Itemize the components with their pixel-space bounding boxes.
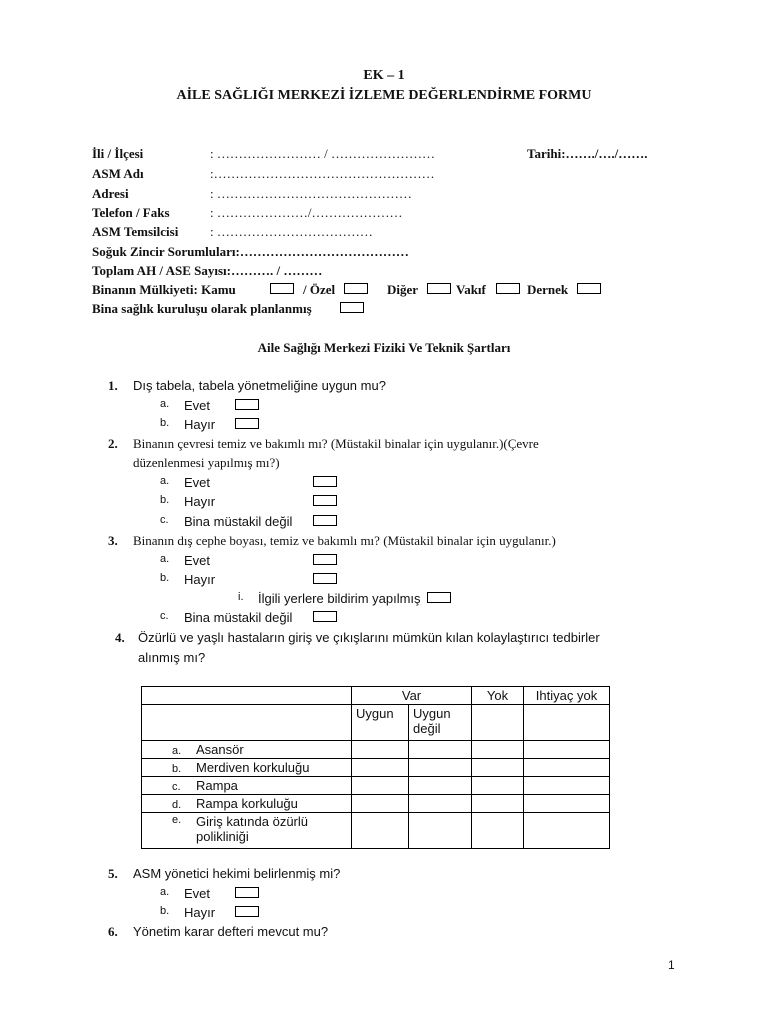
diger-checkbox[interactable] (427, 283, 451, 294)
q6-text: Yönetim karar defteri mevcut mu? (133, 924, 329, 939)
q1-b-mark: b. (160, 417, 170, 429)
row-mark: d. (172, 799, 182, 811)
q3-b-label: Hayır (184, 572, 216, 587)
q2-b-label: Hayır (184, 494, 216, 509)
table-row (142, 741, 610, 759)
q5-evet-checkbox[interactable] (235, 887, 259, 898)
q3-evet-checkbox[interactable] (313, 554, 337, 565)
il-value[interactable]: : …………………… / …………………… (210, 146, 435, 161)
q5-b-mark: b. (160, 905, 170, 917)
bina-planlanmis-label: Bina sağlık kuruluşu olarak planlanmış (92, 301, 312, 316)
q3-i-mark: i. (238, 591, 244, 603)
form-title: AİLE SAĞLIĞI MERKEZİ İZLEME DEĞERLENDİRME FORMU (176, 88, 592, 103)
q4-text-line2: alınmış mı? (138, 650, 206, 665)
cell-uygun-degil[interactable] (409, 795, 472, 813)
q2-a-mark: a. (160, 475, 170, 487)
tarih-field[interactable]: Tarihi:……./…./……. (527, 146, 648, 161)
toplam-ah-ase-field[interactable]: Toplam AH / ASE Sayısı:………. / ……… (92, 263, 323, 278)
temsilci-label: ASM Temsilcisi (92, 224, 179, 239)
q3-bildirim-checkbox[interactable] (427, 592, 451, 603)
q1-hayir-checkbox[interactable] (235, 418, 259, 429)
cell-uygun[interactable] (352, 813, 409, 849)
mulkiyet-label: Binanın Mülkiyeti: Kamu (92, 282, 236, 297)
diger-label: Diğer (387, 282, 419, 297)
cell-uygun-degil[interactable] (409, 777, 472, 795)
cell-ihtiyac-yok[interactable] (524, 795, 610, 813)
cell-uygun[interactable] (352, 777, 409, 795)
q3-c-label: Bina müstakil değil (184, 610, 293, 625)
q4-text: Özürlü ve yaşlı hastaların giriş ve çıkışlarını mümkün kılan kolaylaştırıcı tedbirler (138, 630, 600, 645)
q2-text: Binanın çevresi temiz ve bakımlı mı? (Müstakil binalar için uygulanır.)(Çevre (133, 436, 539, 451)
col-uygun-degil-line1: Uygun (413, 706, 451, 721)
form-annex-label: EK – 1 (363, 68, 405, 83)
cell-uygun-degil[interactable] (409, 813, 472, 849)
asm-adi-value[interactable]: :…………………………………………… (210, 166, 435, 181)
section-title: Aile Sağlığı Merkezi Fiziki Ve Teknik Şartları (257, 340, 511, 355)
q6-number: 6. (108, 924, 118, 939)
q3-hayir-checkbox[interactable] (313, 573, 337, 584)
cell-uygun[interactable] (352, 795, 409, 813)
table-subheader-empty (524, 705, 610, 741)
cell-yok[interactable] (472, 759, 524, 777)
q2-hayir-checkbox[interactable] (313, 495, 337, 506)
adres-label: Adresi (92, 186, 129, 201)
cell-ihtiyac-yok[interactable] (524, 777, 610, 795)
cell-uygun[interactable] (352, 759, 409, 777)
vakif-checkbox[interactable] (496, 283, 520, 294)
row-label (142, 777, 352, 795)
q2-mustakil-degil-checkbox[interactable] (313, 515, 337, 526)
table-subheader-empty (142, 705, 352, 741)
q2-b-mark: b. (160, 494, 170, 506)
q2-evet-checkbox[interactable] (313, 476, 337, 487)
q5-text: ASM yönetici hekimi belirlenmiş mi? (133, 866, 341, 881)
col-uygun-degil (409, 705, 472, 741)
accessibility-table (141, 686, 610, 849)
cell-uygun[interactable] (352, 741, 409, 759)
row-text: Merdiven korkuluğu (196, 760, 310, 775)
q2-number: 2. (108, 436, 118, 451)
telefon-value[interactable]: : …………………/………………… (210, 205, 403, 220)
q1-a-label: Evet (184, 398, 211, 413)
row-label (142, 795, 352, 813)
q1-number: 1. (108, 378, 118, 393)
q3-i-label: İlgili yerlere bildirim yapılmış (258, 591, 421, 606)
q5-hayir-checkbox[interactable] (235, 906, 259, 917)
table-row (142, 813, 610, 849)
adres-value[interactable]: : ……………………………………… (210, 186, 412, 201)
q2-c-mark: c. (160, 514, 169, 526)
q3-c-mark: c. (160, 610, 169, 622)
q1-a-mark: a. (160, 398, 170, 410)
row-label (142, 741, 352, 759)
row-mark: e. (172, 814, 182, 826)
row-label (142, 813, 352, 849)
cell-ihtiyac-yok[interactable] (524, 813, 610, 849)
row-mark: a. (172, 745, 182, 757)
q5-b-label: Hayır (184, 905, 216, 920)
q2-text-line2: düzenlenmesi yapılmış mı?) (133, 455, 280, 470)
cell-ihtiyac-yok[interactable] (524, 759, 610, 777)
dernek-label: Dernek (527, 282, 569, 297)
row-mark: b. (172, 763, 182, 775)
q1-text: Dış tabela, tabela yönetmeliğine uygun mu? (133, 378, 386, 393)
q3-a-mark: a. (160, 553, 170, 565)
row-text-line1: Giriş katında özürlü (196, 814, 308, 829)
telefon-label: Telefon / Faks (92, 205, 170, 220)
q2-a-label: Evet (184, 475, 211, 490)
page-number: 1 (668, 958, 675, 972)
col-ihtiyac-yok: Ihtiyaç yok (524, 687, 610, 705)
col-uygun: Uygun (352, 705, 409, 741)
row-text: Asansör (196, 742, 244, 757)
temsilci-value[interactable]: : ……………………………… (210, 224, 373, 239)
cell-yok[interactable] (472, 741, 524, 759)
table-row (142, 759, 610, 777)
cell-yok[interactable] (472, 813, 524, 849)
cell-uygun-degil[interactable] (409, 741, 472, 759)
q1-b-label: Hayır (184, 417, 216, 432)
vakif-label: Vakıf (456, 282, 486, 297)
ozel-checkbox[interactable] (344, 283, 368, 294)
q5-number: 5. (108, 866, 118, 881)
row-label (142, 759, 352, 777)
row-text: Rampa korkuluğu (196, 796, 298, 811)
q5-a-label: Evet (184, 886, 211, 901)
q1-evet-checkbox[interactable] (235, 399, 259, 410)
il-label: İli / İlçesi (92, 146, 144, 161)
q3-b-mark: b. (160, 572, 170, 584)
col-var: Var (352, 687, 472, 705)
row-mark: c. (172, 781, 181, 793)
q3-mustakil-degil-checkbox[interactable] (313, 611, 337, 622)
table-row (142, 795, 610, 813)
q3-text: Binanın dış cephe boyası, temiz ve bakımlı mı? (Müstakil binalar için uygulanır.) (133, 533, 556, 548)
q3-number: 3. (108, 533, 118, 548)
table-row (142, 777, 610, 795)
asm-adi-label: ASM Adı (92, 166, 144, 181)
bina-planlanmis-checkbox[interactable] (340, 302, 364, 313)
row-text (196, 814, 308, 844)
q2-c-label: Bina müstakil değil (184, 514, 293, 529)
row-text-line2: polikliniği (196, 829, 249, 844)
ozel-label: / Özel (303, 282, 336, 297)
q5-a-mark: a. (160, 886, 170, 898)
kamu-checkbox[interactable] (270, 283, 294, 294)
dernek-checkbox[interactable] (577, 283, 601, 294)
col-yok: Yok (472, 687, 524, 705)
cell-yok[interactable] (472, 795, 524, 813)
cell-ihtiyac-yok[interactable] (524, 741, 610, 759)
soguk-zincir-field[interactable]: Soğuk Zincir Sorumluları:………………………………… (92, 244, 409, 259)
table-subheader-empty (472, 705, 524, 741)
q4-number: 4. (115, 630, 125, 645)
row-text: Rampa (196, 778, 238, 793)
col-uygun-degil-line2: değil (413, 721, 441, 736)
table-corner-cell (142, 687, 352, 705)
cell-uygun-degil[interactable] (409, 759, 472, 777)
cell-yok[interactable] (472, 777, 524, 795)
q3-a-label: Evet (184, 553, 211, 568)
